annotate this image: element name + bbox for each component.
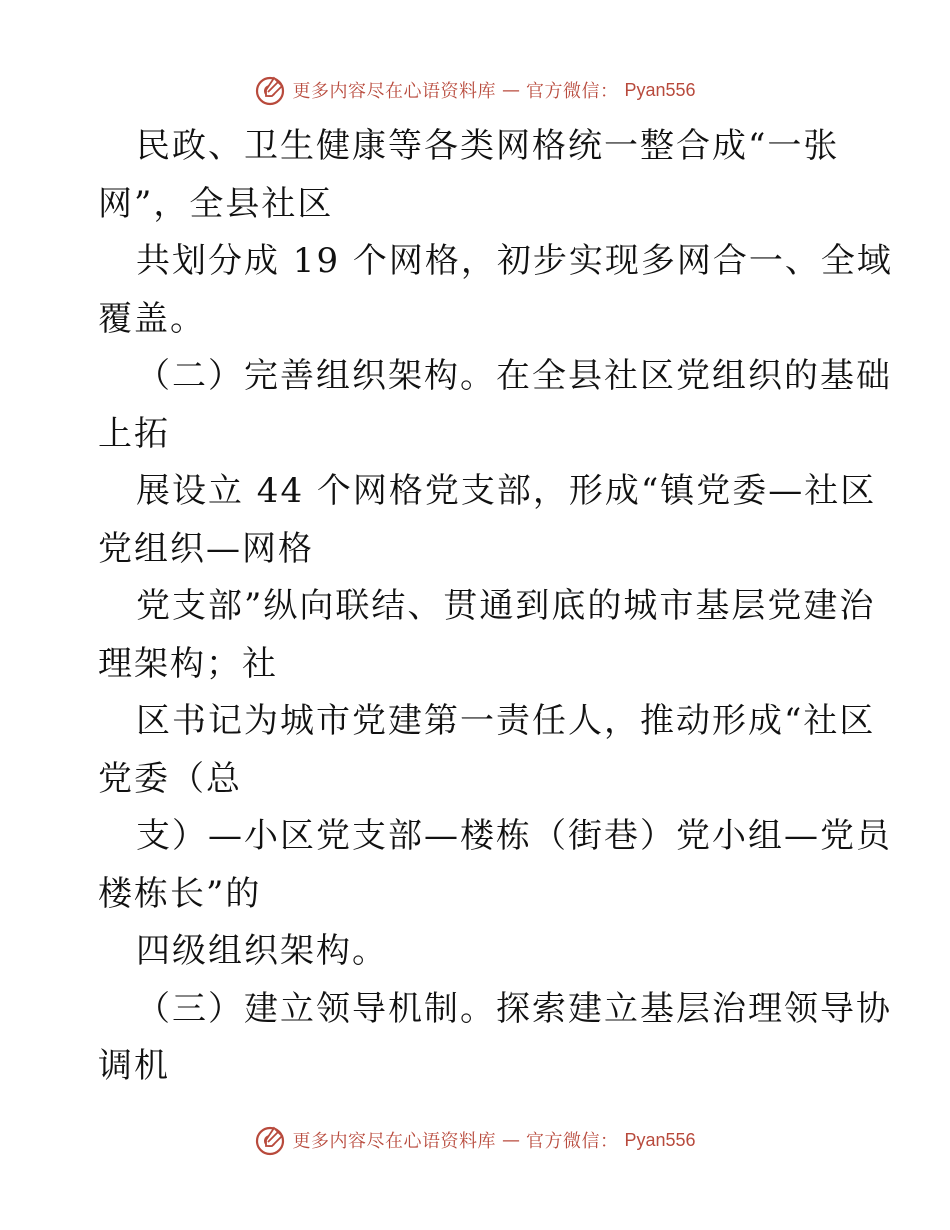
watermark-site-text: 更多内容尽在心语资料库 (292, 1131, 496, 1152)
watermark-logo-icon (254, 1124, 286, 1156)
text-line: 党支部”纵向联结、贯通到底的城市基层党建治 (136, 586, 876, 626)
text-line: 覆盖。 (98, 298, 206, 339)
text-line: （二）完善组织架构。在全县社区党组织的基础 (136, 356, 892, 396)
text-line: 支）—小区党支部—楼栋（街巷）党小组—党员 (136, 816, 892, 856)
watermark-site-text: 更多内容尽在心语资料库 (292, 81, 496, 102)
text-line: 民政、卫生健康等各类网格统一整合成“一张 (136, 126, 840, 166)
text-line: （三）建立领导机制。探索建立基层治理领导协 (136, 988, 892, 1029)
text-line: 党组织—网格 (98, 528, 314, 569)
watermark-wechat-label: 官方微信： (525, 1131, 619, 1152)
document-body (98, 118, 893, 1096)
watermark-logo-icon (254, 74, 286, 106)
watermark-wechat-id: Pyan556 (624, 79, 696, 100)
text-line: 调机 (98, 1046, 170, 1086)
text-line: 区书记为城市党建第一责任人，推动形成“社区 (136, 701, 876, 741)
text-line: 共划分成 19 个网格，初步实现多网合一、全域 (136, 241, 893, 281)
watermark-wechat-label: 官方微信： (525, 81, 619, 102)
text-line: 四级组织架构。 (136, 931, 388, 971)
header-watermark (0, 70, 950, 110)
text-line: 党委（总 (98, 758, 242, 799)
footer-watermark (0, 1120, 950, 1160)
text-line: 展设立 44 个网格党支部，形成“镇党委—社区 (136, 471, 877, 511)
watermark-separator: — (501, 1129, 520, 1151)
text-line: 楼栋长”的 (98, 873, 262, 914)
watermark-wechat-id: Pyan556 (624, 1129, 696, 1150)
text-line: 上拓 (98, 413, 170, 454)
watermark-separator: — (501, 79, 520, 101)
text-line: 理架构；社 (98, 643, 278, 684)
text-line: 网”，全县社区 (98, 183, 334, 224)
